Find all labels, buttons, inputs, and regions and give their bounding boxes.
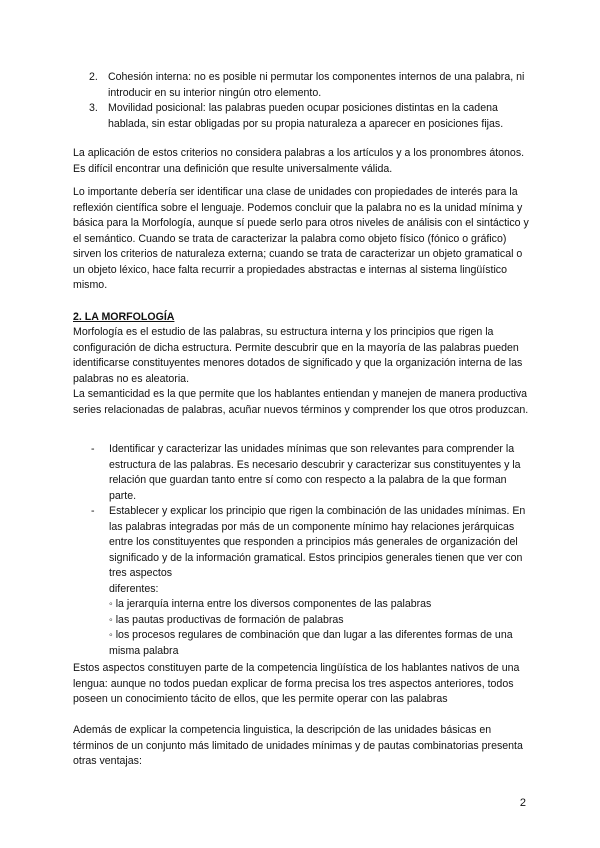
sub-bullet: ◦ las pautas productivas de formación de palabras (109, 613, 344, 626)
section-heading (73, 310, 533, 326)
sub-bullet: ◦ la jerarquía interna entre los diversos componentes de las palabras (109, 598, 432, 610)
list-number: 2. (89, 71, 98, 83)
list-item-text: Cohesión interna: no es posible ni permutar los componentes internos de una palabra, ni introducir en su interior ningún otro elemento. (108, 71, 525, 99)
dash-item-text-tail: diferentes: (109, 582, 159, 595)
numbered-list (73, 70, 533, 132)
dash-bullet: - (91, 443, 95, 455)
paragraph-competencia: Estos aspectos constituyen parte de la competencia lingüística de los hablantes nativos de una lengua: aunque no todos puedan explicar de forma precisa los tres aspectos anteriores, todos poseen un conocimiento tácito de ellos, que les permite operar con las palabras (73, 662, 520, 705)
sub-bullet: ◦ los procesos regulares de combinación que dan lugar a las diferentes formas de una misma palabra (109, 629, 513, 657)
paragraph-ventajas: Además de explicar la competencia linguistica, la descripción de las unidades básicas en términos de un conjunto más limitado de unidades mínimas y de pautas combinatorias presenta otras ventajas: (73, 724, 523, 767)
paragraph-morfologia: Morfología es el estudio de las palabras, su estructura interna y los principios que rigen la configuración de dicha estructura. Permite descubrir que en la mayoría de las palabras pueden identificarse constituyentes menores dotados de significado y que la organización interna de las palabras no es aleatoria. (73, 326, 523, 385)
dash-item-text: Identificar y caracterizar las unidades mínimas que son relevantes para comprender la estructura de las palabras. Es necesario descubrir y caracterizar sus constituyentes y la relación que guardan tanto entre sí como con respecto a la palabra de la que forman parte. (109, 443, 521, 502)
dash-item (73, 504, 533, 659)
list-item-text: Movilidad posicional: las palabras pueden ocupar posiciones distintas en la cadena hablada, sin estar obligadas por su propia naturaleza a aparecer en posiciones fijas. (108, 102, 504, 130)
dash-list (73, 442, 533, 659)
list-number: 3. (89, 102, 98, 114)
paragraph-criterios: La aplicación de estos criterios no considera palabras a los artículos y a los pronombres átonos. Es difícil encontrar una definición que resulte universalmente válida. (73, 147, 525, 175)
list-item (73, 70, 533, 101)
page-number: 2 (519, 797, 526, 809)
dash-bullet: - (91, 505, 95, 517)
section-title: 2. LA MORFOLOGÍA (73, 311, 175, 323)
paragraph-importante: Lo importante debería ser identificar una clase de unidades con propiedades de interés para la reflexión científica sobre el lenguaje. Podemos concluir que la palabra no es la unidad mínima y básica para la Morfología, aunque sí puede serlo para otros niveles de análisis con el sintáctico y el semántico. Cuando se trata de caracterizar la palabra como objeto físico (fónico o gráfico) sirven los criterios de naturaleza externa; cuando se trata de caracterizar un objeto gramatical o un objeto léxico, hace falta recurrir a propiedades abstractas e internas al sistema lingüístico mismo. (73, 186, 529, 291)
dash-item-text: Establecer y explicar los principio que rigen la combinación de las unidades mínimas. En las palabras integradas por más de un componente mínimo hay relaciones jerárquicas entre los constituyentes que responden a principios más generales de organización del significado y de la información gramatical. Estos principios generales tienen que ver con tres aspectos (109, 505, 526, 579)
paragraph-semanticidad: La semanticidad es la que permite que los hablantes entiendan y manejen de manera productiva series relacionadas de palabras, acuñar nuevos términos y comprender los que otros produzcan. (73, 388, 529, 416)
list-item (73, 101, 533, 132)
dash-item (73, 442, 533, 504)
